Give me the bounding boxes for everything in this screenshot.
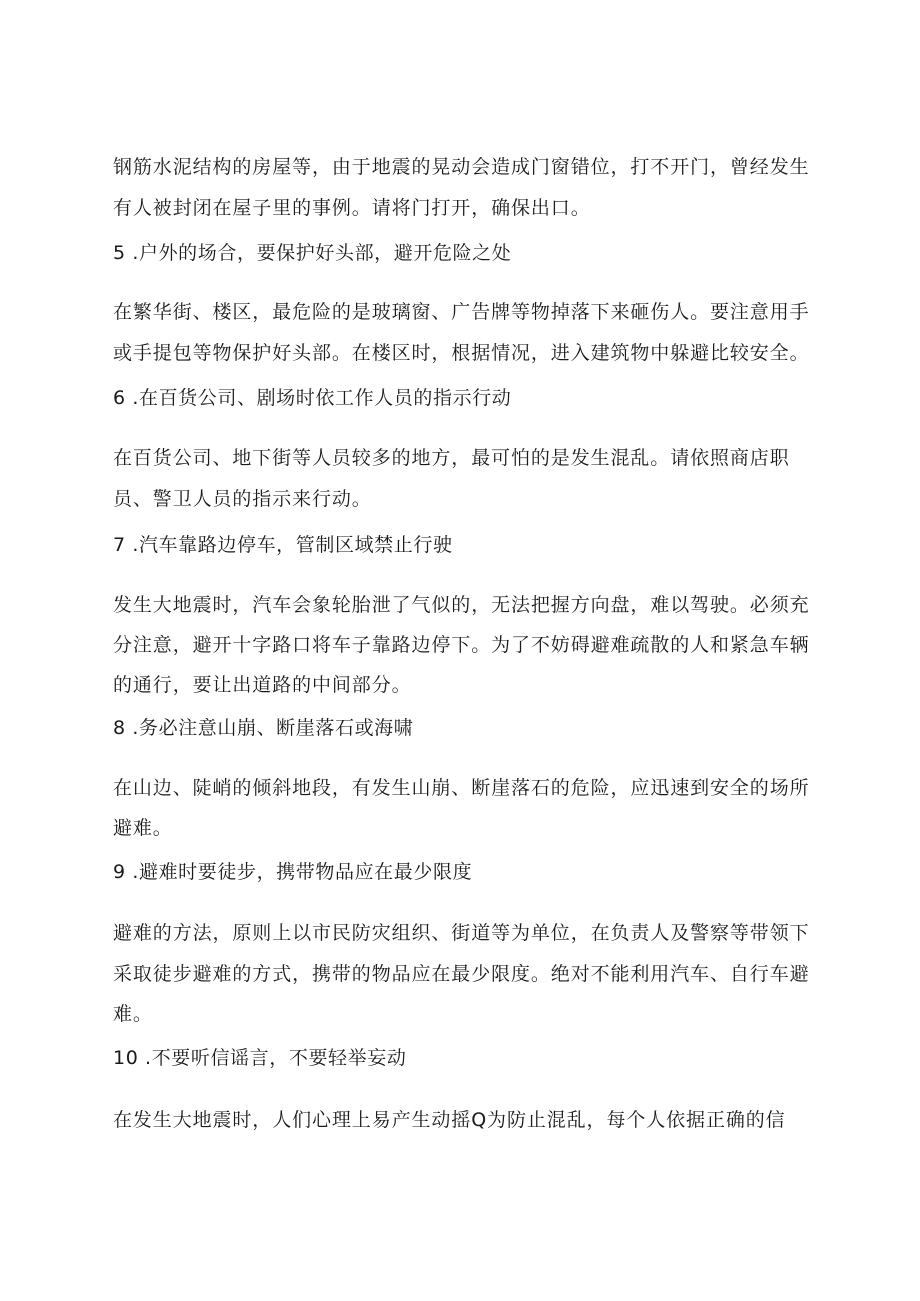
body-text-line: 在繁华街、楼区，最危险的是玻璃窗、广告牌等物掉落下来砸伤人。要注意用手 (113, 301, 810, 323)
body-text-line: 避难。 (113, 817, 173, 839)
body-text-line: 发生大地震时，汽车会象轮胎泄了气似的，无法把握方向盘，难以驾驶。必须充 (113, 594, 810, 616)
body-text-line: 采取徒步避难的方式，携带的物品应在最少限度。绝对不能利用汽车、自行车避 (113, 963, 810, 985)
body-text-line: 在山边、陡峭的倾斜地段，有发生山崩、断崖落石的危险，应迅速到安全的场所 (113, 777, 810, 799)
section-heading-8: 8 .务必注意山崩、断崖落石或海啸 (113, 717, 414, 739)
body-text-line: 在发生大地震时，人们心理上易产生动摇Q为防止混乱，每个人依据正确的信 (113, 1109, 786, 1131)
body-text-line: 避难的方法，原则上以市民防灾组织、街道等为单位，在负责人及警察等带领下 (113, 922, 810, 944)
body-text-line: 在百货公司、地下街等人员较多的地方，最可怕的是发生混乱。请依照商店职 (113, 447, 790, 469)
body-text-line: 或手提包等物保护好头部。在楼区时，根据情况，进入建筑物中躲避比较安全。 (113, 342, 810, 364)
body-text-line: 分注意，避开十字路口将车子靠路边停下。为了不妨碍避难疏散的人和紧急车辆 (113, 634, 810, 656)
section-heading-5: 5 .户外的场合，要保护好头部，避开危险之处 (113, 242, 512, 264)
section-heading-7: 7 .汽车靠路边停车，管制区域禁止行驶 (113, 534, 453, 556)
body-text-line: 有人被封闭在屋子里的事例。请将门打开，确保出口。 (113, 197, 591, 219)
section-heading-6: 6 .在百货公司、剧场时依工作人员的指示行动 (113, 387, 512, 409)
section-heading-9: 9 .避难时要徒步，携带物品应在最少限度 (113, 861, 473, 883)
section-heading-10: 10 .不要听信谣言，不要轻举妄动 (113, 1047, 407, 1069)
body-text-line: 员、警卫人员的指示来行动。 (113, 488, 372, 510)
body-text-line: 钢筋水泥结构的房屋等，由于地震的晃动会造成门窗错位，打不开门，曾经发生 (113, 156, 810, 178)
body-text-line: 的通行，要让出道路的中间部分。 (113, 674, 412, 696)
body-text-line: 难。 (113, 1003, 153, 1025)
